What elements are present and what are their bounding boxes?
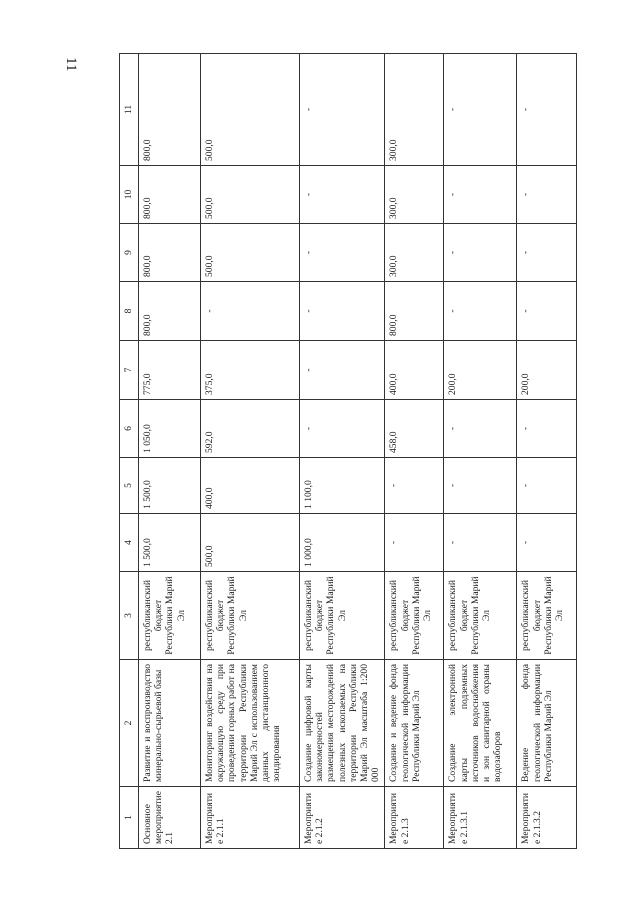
source-cell: республиканский бюджет Республики Марий Эл: [300, 572, 385, 660]
value-cell: 775,0: [139, 341, 201, 400]
description-cell: Создание цифровой карты закономерностей размещения месторождений полезных ископаемых на территории Республики Марий Эл масштаба 1:200 000: [300, 660, 385, 787]
value-cell: 1 050,0: [139, 400, 201, 458]
value-cell: -: [444, 400, 517, 458]
value-cell: -: [517, 224, 577, 282]
column-header: 4: [120, 514, 139, 572]
value-cell: -: [300, 166, 385, 224]
value-cell: 400,0: [201, 458, 300, 514]
page-number: 11: [63, 57, 79, 72]
description-cell: Создание электронной карты подземных источников водоснабжения и зон санитарной охраны водозаборов: [444, 660, 517, 787]
value-cell: 200,0: [444, 341, 517, 400]
header-row: [120, 54, 139, 849]
event-cell: Основное мероприятие 2.1: [139, 787, 201, 849]
table-row: [201, 54, 300, 849]
table-row: [517, 54, 577, 849]
value-cell: -: [444, 458, 517, 514]
value-cell: -: [300, 341, 385, 400]
table-row: [139, 54, 201, 849]
value-cell: -: [300, 224, 385, 282]
value-cell: -: [385, 514, 444, 572]
value-cell: -: [517, 282, 577, 341]
column-header: 2: [120, 660, 139, 787]
column-header: 9: [120, 224, 139, 282]
column-header: 10: [120, 166, 139, 224]
value-cell: -: [300, 54, 385, 166]
value-cell: 592,0: [201, 400, 300, 458]
value-cell: 300,0: [385, 54, 444, 166]
value-cell: 500,0: [201, 166, 300, 224]
source-cell: республиканский бюджет Республики Марий Эл: [201, 572, 300, 660]
value-cell: -: [517, 400, 577, 458]
description-cell: Создание и ведение фонда геологической информации Республики Марий Эл: [385, 660, 444, 787]
value-cell: 400,0: [385, 341, 444, 400]
value-cell: -: [444, 514, 517, 572]
value-cell: -: [517, 458, 577, 514]
source-cell: республиканский бюджет Республики Марий Эл: [139, 572, 201, 660]
value-cell: -: [444, 54, 517, 166]
description-cell: Ведение фонда геологической информации Республики Марий Эл: [517, 660, 577, 787]
value-cell: -: [444, 282, 517, 341]
value-cell: 800,0: [139, 54, 201, 166]
value-cell: 300,0: [385, 224, 444, 282]
column-header: 7: [120, 341, 139, 400]
value-cell: 1 500,0: [139, 514, 201, 572]
value-cell: -: [444, 224, 517, 282]
column-header: 5: [120, 458, 139, 514]
value-cell: 458,0: [385, 400, 444, 458]
value-cell: -: [517, 166, 577, 224]
value-cell: 500,0: [201, 514, 300, 572]
table-row: [300, 54, 385, 849]
column-header: 6: [120, 400, 139, 458]
rotated-table-container: [119, 54, 574, 849]
column-header: 1: [120, 787, 139, 849]
value-cell: -: [444, 166, 517, 224]
value-cell: 1 000,0: [300, 514, 385, 572]
value-cell: 500,0: [201, 54, 300, 166]
source-cell: республиканский бюджет Республики Марий Эл: [444, 572, 517, 660]
value-cell: 1 100,0: [300, 458, 385, 514]
description-cell: Мониторинг воздействия на окружающую среду при проведении горных работ на территории Республики Марий Эл с использованием данных дистанционного зондирования: [201, 660, 300, 787]
source-cell: республиканский бюджет Республики Марий Эл: [517, 572, 577, 660]
value-cell: -: [201, 282, 300, 341]
value-cell: 800,0: [139, 282, 201, 341]
event-cell: Мероприятие 2.1.3.2: [517, 787, 577, 849]
value-cell: -: [385, 458, 444, 514]
value-cell: 800,0: [139, 224, 201, 282]
event-cell: Мероприятие 2.1.3: [385, 787, 444, 849]
value-cell: 800,0: [139, 166, 201, 224]
event-cell: Мероприятие 2.1.3.1: [444, 787, 517, 849]
column-header: 11: [120, 54, 139, 166]
value-cell: 375,0: [201, 341, 300, 400]
value-cell: -: [300, 282, 385, 341]
value-cell: 300,0: [385, 166, 444, 224]
event-cell: Мероприятие 2.1.2: [300, 787, 385, 849]
event-cell: Мероприятие 2.1.1: [201, 787, 300, 849]
column-header: 3: [120, 572, 139, 660]
table-row: [444, 54, 517, 849]
value-cell: -: [517, 54, 577, 166]
value-cell: -: [300, 400, 385, 458]
description-cell: Развитие и воспроизводство минерально-сырьевой базы: [139, 660, 201, 787]
value-cell: 500,0: [201, 224, 300, 282]
value-cell: 800,0: [385, 282, 444, 341]
value-cell: 1 500,0: [139, 458, 201, 514]
source-cell: республиканский бюджет Республики Марий Эл: [385, 572, 444, 660]
budget-table: [119, 53, 577, 849]
column-header: 8: [120, 282, 139, 341]
value-cell: -: [517, 514, 577, 572]
value-cell: 200,0: [517, 341, 577, 400]
table-row: [385, 54, 444, 849]
